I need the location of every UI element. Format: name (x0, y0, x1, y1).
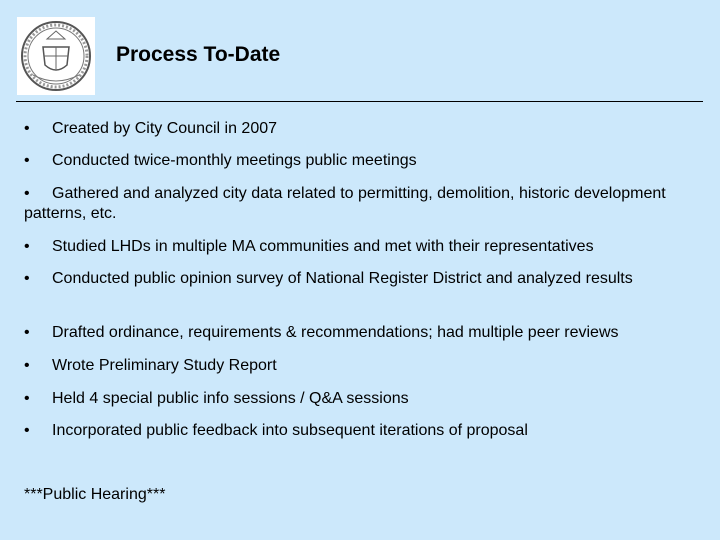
bullet-item (24, 421, 704, 441)
bullet-marker: • (24, 422, 30, 439)
bullet-marker: • (24, 120, 30, 137)
bullet-item (24, 269, 704, 289)
bullet-text: Conducted public opinion survey of National Register District and analyzed results (52, 270, 633, 287)
bullet-text: Created by City Council in 2007 (52, 120, 278, 137)
page-title: Process To-Date (116, 43, 281, 66)
bullet-item (24, 389, 704, 409)
bullet-text: Studied LHDs in multiple MA communities and met with their representatives (52, 238, 594, 255)
bullet-item (24, 356, 704, 376)
title-divider (16, 101, 703, 102)
footer-note: ***Public Hearing*** (24, 486, 166, 503)
bullet-marker: • (24, 270, 30, 287)
bullet-text: Wrote Preliminary Study Report (52, 357, 277, 374)
bullet-item (24, 151, 704, 171)
bullet-text: Drafted ordinance, requirements & recommendations; had multiple peer reviews (52, 324, 619, 341)
bullet-item (24, 237, 704, 257)
bullet-text: Conducted twice-monthly meetings public meetings (52, 152, 417, 169)
bullet-marker: • (24, 324, 30, 341)
bullet-marker: • (24, 185, 30, 202)
bullet-item (24, 184, 704, 224)
bullet-text: Incorporated public feedback into subsequent iterations of proposal (52, 422, 528, 439)
bullet-marker: • (24, 152, 30, 169)
bullet-marker: • (24, 390, 30, 407)
bullet-marker: • (24, 238, 30, 255)
bullet-text: Gathered and analyzed city data related to permitting, demolition, historic development patterns, etc. (24, 185, 666, 222)
city-seal-icon (17, 17, 95, 95)
bullet-marker: • (24, 357, 30, 374)
bullet-item (24, 323, 704, 343)
bullet-item (24, 119, 704, 139)
bullet-text: Held 4 special public info sessions / Q&A sessions (52, 390, 409, 407)
